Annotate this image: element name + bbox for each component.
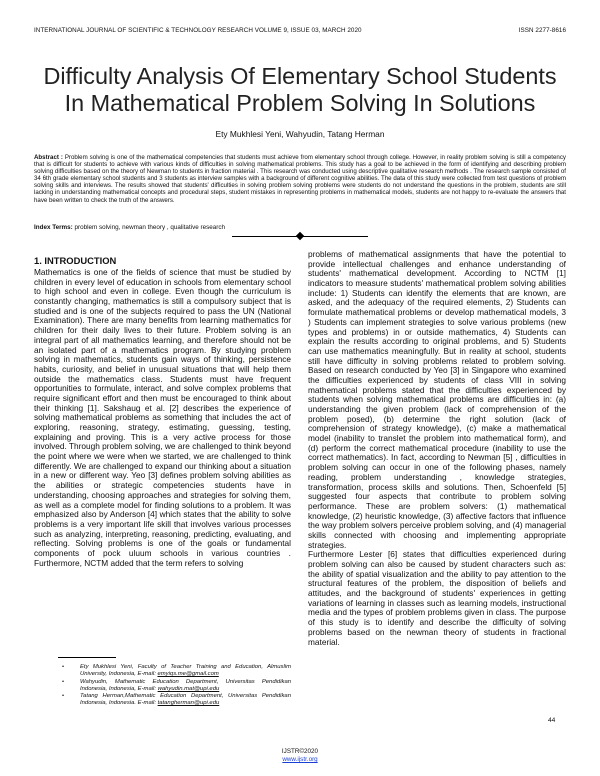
journal-name: INTERNATIONAL JOURNAL OF SCIENTIFIC & TECHNOLOGY RESEARCH VOLUME 9, ISSUE 03, MARCH 2020 — [34, 27, 362, 34]
paper-title — [34, 63, 566, 117]
right-column — [308, 250, 566, 647]
abstract — [34, 154, 566, 204]
bullet-icon: • — [62, 693, 65, 699]
footnote-email[interactable]: tatangherman@upi.edu — [157, 700, 220, 707]
footnote-text: Tatang Herman,Mathematic Education Department, Universitas Pendidikan Indonesia, Indonesia. E-mail: — [80, 693, 291, 707]
title-line-1: Difficulty Analysis Of Elementary School Students — [43, 63, 557, 89]
section-heading-introduction: 1. INTRODUCTION — [34, 255, 117, 266]
abstract-text: Problem solving is one of the mathematical competencies that students must achieve from elementary school through college. However, in reality problem solving is still a competency that is difficult for students to achieve with various kinds of difficulties in solving mathematical problems. This study has a goal to be achieved in the form of identifying and describing problem solving difficulties based on the theory of Newman to students in fraction material . This research was conducted using descriptive qualitative research methods . The research sample consisted of 34 6th grade elementary school students and 3 students as interview samples with a background of different cognitive abilities. The data of this study were collected from test questions of problem solving skills and interviews. The results showed that students' difficulties in solving problem solving problems were students do not understand the questions in the problem, students are still lacking in understanding mathematical concepts and procedural steps, student mistakes in representing problems in mathematical models, students are not happy to re-evaluate the answers that have been written to check the truth of the answers. — [34, 154, 566, 204]
bullet-icon: • — [62, 678, 65, 685]
footnote-email[interactable]: emyiqs.me@gmail.com — [157, 671, 219, 678]
index-terms-text: problem solving, newman theory , qualitative research — [74, 224, 225, 231]
abstract-label: Abstract : — [34, 154, 63, 161]
right-column-paragraph-2: Furthermore Lester [6] states that difficulties experienced during problem solving can also be caused by student characters such as: the ability of spatial visualization and the ability to pay attention to the structural features of the problem, the disposition of beliefs and attitudes, and the background of students' experiences in getting variations of learning in classes such as learning models, instructional media and the types of problem problems given in class. The purpose of this study is to identify and describe the difficulty of solving problems based on the newman theory of students in fractional material. — [308, 549, 566, 647]
footer-url-link[interactable]: www.ijstr.org — [282, 756, 318, 763]
footer-code: IJSTR©2020 — [281, 748, 319, 755]
index-terms — [34, 224, 566, 231]
right-column-paragraph-1: problems of mathematical assignments that have the potential to provide intellectual challenges and enhance understanding of students' mathematical development. According to NCTM [1] indicators to measure students' mathematical problem solving abilities include: 1) Students can identify the elements that are known, are asked, and the adequacy of the required elements, 2) Students can formulate mathematical problems or develop mathematical models, 3 ) Students can implement strategies to solve various problems (new types and problems) in or outside mathematics, 4) Students can explain the results according to original problems, and 5) Students can use mathematics meaningfully. But in reality at school, students still have difficulty in solving problems related to problem solving. Based on research conducted by Yeo [3] in Singapore who examined the difficulties experienced by students of class VIII in solving mathematical problems stated that the difficulties experienced by students when solving mathematical problems are difficulties in: (a) understanding the given problem (lack of comprehension of the problem posed), (b) determine the right solution (lack of comprehension of strategy knowledge), (c) make a mathematical model (inability to translet the problem into mathematical form), and (d) perform the correct mathematical procedure (inability to use the correct mathematics). In fact, according to Newman [5] , difficulties in problem solving can occur in one of the following phases, namely reading, problem understanding , knowledge strategies, transformation, process skills and solutions. Then, Schoenfeld [5] suggested four aspects that contribute to problem solving performance. These are problem solvers: (1) mathematical knowledge, (2) heuristic knowledge, (3) affective factors that influence the way problem solvers perceive problem solving, and (4) managerial skills connected with choosing and implementing appropriate strategies. — [308, 249, 566, 550]
left-column-text: Mathematics is one of the fields of science that must be studied by children in every level of education in schools from elementary school to high school and even in college. Even though the curriculum is constantly changing, mathematics is still a compulsory subject that is studied and is one of the subjects required to pass the UN (National Examination). There are many benefits from learning mathematics for children for their daily lives to their future. Problem solving is an integral part of all mathematics learning, and therefore should not be an isolated part of a mathematics program. By studying problem solving in mathematics, students gain ways of thinking, persistence habits, curiosity, and belief in unusual situations that will help them outside the mathematics class. Students must have frequent opportunities to formulate, interact, and solve complex problems that require significant effort and then must be encouraged to think about their thinking [1]. Sakshaug et al. [2] describes the experience of solving mathematical problems as something that includes the act of exploring, reasoning, strategy, estimating, guessing, testing, explaining and proving. This is a very active process for those involved. Through problem solving, we are challenged to think beyond the point where we were when we started, we are challenged to think differently. We are challenged to expand our thinking about a situation in a new or different way. Yeo [3] defines problem solving abilities as the abilities or strategic competencies students have in understanding, choosing approaches and strategies for solving them, as well as a complete model for finding solutions to a problem. It was emphasized also by Anderson [4] which states that the ability to solve problems is a very important life skill that involves various processes such as analyzing, interpreting, reasoning, predicting, evaluating, and reflecting. Solving problems is one of the goals or fundamental components of pock uluum schools in various countries . Furthermore, NCTM added that the term refers to solving — [34, 267, 291, 568]
footnote-item — [62, 693, 291, 708]
footnote-item — [62, 664, 291, 679]
authors: Ety Mukhlesi Yeni, Wahyudin, Tatang Herman — [215, 129, 385, 139]
bullet-icon: • — [62, 664, 65, 670]
footnote-email[interactable]: wahyudin.mat@upi.edu — [157, 685, 220, 692]
footnote-text: Wahyudin, Mathematic Education Department, Universitas Pendidikan Indonesia, Indonesia, E-mail: — [80, 678, 291, 692]
index-terms-label: Index Terms: — [34, 224, 73, 231]
issn: ISSN 2277-8616 — [518, 27, 566, 34]
footnote-text: Ety Mukhlesi Yeni, Faculty of Teacher Training and Education, Almuslim University, Indonesia, E-mail: — [80, 664, 291, 678]
divider-diamond-icon — [296, 232, 304, 240]
footnote-rule — [58, 657, 116, 658]
footnotes — [62, 664, 291, 708]
title-line-2: In Mathematical Problem Solving In Solutions — [64, 90, 536, 116]
page-footer — [0, 748, 600, 764]
page-number: 44 — [548, 717, 556, 724]
footnote-item — [62, 679, 291, 694]
